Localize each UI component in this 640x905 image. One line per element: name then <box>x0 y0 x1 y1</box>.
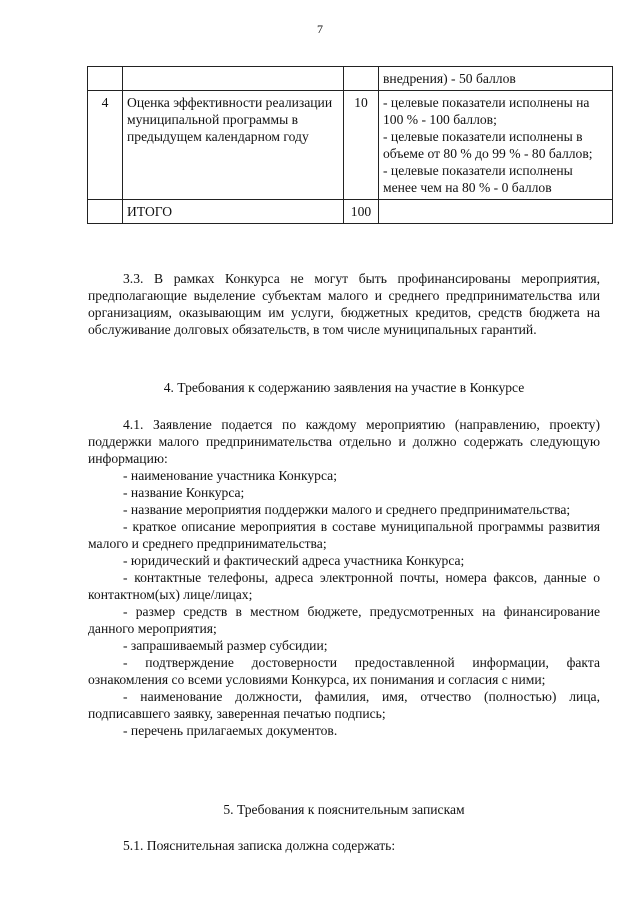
list-item: - запрашиваемый размер субсидии; <box>123 638 328 653</box>
criterion-scoring-cell <box>379 200 613 224</box>
table-row <box>88 200 613 224</box>
list-item: - юридический и фактический адреса участника Конкурса; <box>123 553 465 568</box>
criterion-number-cell: 4 <box>88 91 123 200</box>
list-item: - контактные телефоны, адреса электронной почты, номера факсов, данные о контактном(ых) лице/лицах; <box>88 570 600 602</box>
paragraph-3-3-text: 3.3. В рамках Конкурса не могут быть профинансированы мероприятия, предполагающие выделение субъектам малого и среднего предпринимательства или организациям, оказывающим им услуги, бюджетных кредитов, средств бюджета на обслуживание долговых обязательств, в том числе муниципальных гарантий. <box>88 271 600 337</box>
section-4-body <box>88 416 600 739</box>
list-item: - название мероприятия поддержки малого и среднего предпринимательства; <box>123 502 571 517</box>
scoring-line: - целевые показатели исполнены на 100 % - 100 баллов; <box>383 95 590 127</box>
page-number: 7 <box>317 22 323 36</box>
criterion-name-cell: ИТОГО <box>123 200 344 224</box>
section-4-heading: 4. Требования к содержанию заявления на участие в Конкурсе <box>163 380 525 395</box>
criterion-scoring-cell <box>379 67 613 91</box>
scoring-line: внедрения) - 50 баллов <box>383 71 516 86</box>
list-item: - подтверждение достоверности предоставленной информации, факта ознакомления со всеми условиями Конкурса, их понимания и согласия с ними; <box>88 655 600 687</box>
criterion-number-cell <box>88 200 123 224</box>
paragraph-3-3 <box>88 270 600 338</box>
scoring-line <box>383 203 608 220</box>
list-item: - краткое описание мероприятия в составе муниципальной программы развития малого и среднего предпринимательства; <box>88 519 600 551</box>
criterion-number-cell <box>88 67 123 91</box>
table-row <box>88 91 613 200</box>
scoring-line: - целевые показатели исполнены менее чем на 80 % - 0 баллов <box>383 163 573 195</box>
scoring-line: - целевые показатели исполнены в объеме от 80 % до 99 % - 80 баллов; <box>383 129 593 161</box>
criterion-scoring-cell <box>379 91 613 200</box>
paragraph-5-1: 5.1. Пояснительная записка должна содержать: <box>123 838 396 853</box>
criteria-table <box>87 66 613 224</box>
criterion-points-cell: 10 <box>344 91 379 200</box>
list-item: - наименование должности, фамилия, имя, отчество (полностью) лица, подписавшего заявку, заверенная печатью подпись; <box>88 689 600 721</box>
section-5-heading: 5. Требования к пояснительным запискам <box>223 802 465 817</box>
list-item: - название Конкурса; <box>123 485 245 500</box>
section-5-body <box>88 837 600 854</box>
paragraph-4-1: 4.1. Заявление подается по каждому мероприятию (направлению, проекту) поддержки малого предпринимательства отдельно и должно содержать следующую информацию: <box>88 417 600 466</box>
list-item: - наименование участника Конкурса; <box>123 468 337 483</box>
table-row <box>88 67 613 91</box>
list-item: - перечень прилагаемых документов. <box>123 723 338 738</box>
requirements-list <box>88 467 600 739</box>
criterion-points-cell: 100 <box>344 200 379 224</box>
criterion-name-cell: Оценка эффективности реализации муниципальной программы в предыдущем календарном году <box>123 91 344 200</box>
list-item: - размер средств в местном бюджете, предусмотренных на финансирование данного мероприятия; <box>88 604 600 636</box>
criterion-name-cell <box>123 67 344 91</box>
criterion-points-cell <box>344 67 379 91</box>
